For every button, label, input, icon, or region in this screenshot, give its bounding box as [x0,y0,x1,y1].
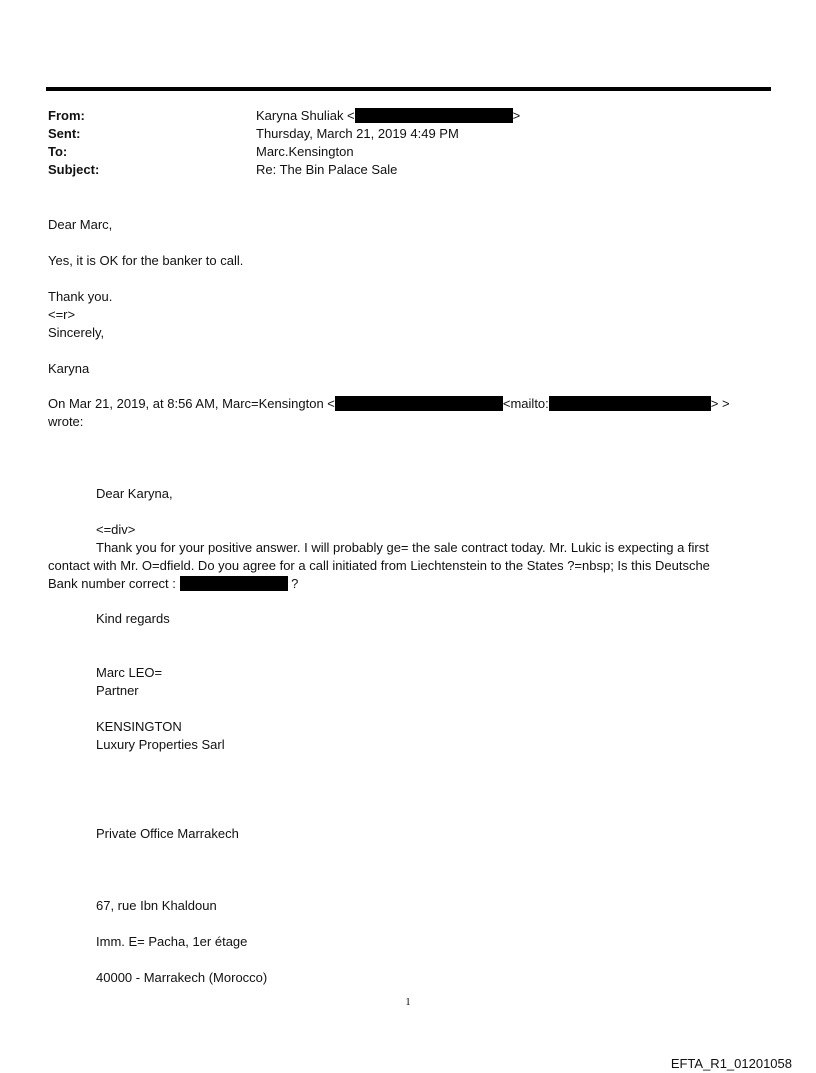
from-label: From: [48,108,85,123]
document-id: EFTA_R1_01201058 [670,1056,792,1071]
quote-header-text: On Mar 21, 2019, at 8:56 AM, Marc=Kensington < [48,396,335,411]
subject-label: Subject: [48,162,100,177]
reply-tag: <=r> [48,307,76,322]
header-rule [46,87,771,91]
quoted-body-line [48,539,748,557]
from-name: Karyna Shuliak < [256,108,355,123]
quoted-body-text: ? [291,576,299,591]
company-name: KENSINGTON [96,719,182,734]
quoted-body-text: Thank you for your positive answer. I will probably ge= the sale contract today. Mr. Lukic is expecting a first [96,540,709,555]
to-row [48,143,520,161]
sent-row [48,125,520,143]
reply-signature: Karyna [48,361,90,376]
from-close: > [512,108,521,123]
office-name: Private Office Marrakech [96,826,239,841]
reply-line: Yes, it is OK for the banker to call. [48,253,244,268]
quote-header-line [48,395,730,413]
from-value [256,107,520,125]
address-line: 67, rue Ibn Khaldoun [96,898,217,913]
quote-close-text: > > [710,396,730,411]
email-header [48,107,520,179]
quote-wrote: wrote: [48,414,84,429]
to-label: To: [48,144,68,159]
sig-name: Marc LEO= [96,665,163,680]
quote-mailto-text: <mailto: [502,396,549,411]
subject-value: Re: The Bin Palace Sale [256,162,398,177]
quoted-greeting: Dear Karyna, [96,486,173,501]
redaction-bar [355,108,513,123]
quoted-body-line: contact with Mr. O=dfield. Do you agree for a call initiated from Liechtenstein to the States ?=nbsp; Is this Deutsche [48,558,710,573]
page-number: 1 [405,996,411,1008]
quoted-regards: Kind regards [96,611,170,626]
address-line: 40000 - Marrakech (Morocco) [96,970,268,985]
from-row [48,107,520,125]
redaction-bar [180,576,288,591]
sent-value: Thursday, March 21, 2019 4:49 PM [256,126,459,141]
subject-row [48,161,520,179]
reply-greeting: Dear Marc, [48,217,113,232]
quoted-body [48,539,748,593]
address-line: Imm. E= Pacha, 1er étage [96,934,248,949]
company-subtitle: Luxury Properties Sarl [96,737,225,752]
reply-thanks: Thank you. [48,289,113,304]
redaction-bar [335,396,503,411]
quoted-body-line [48,575,748,593]
reply-sincerely: Sincerely, [48,325,105,340]
redaction-bar [549,396,711,411]
quoted-div-tag: <=div> [96,522,136,537]
to-value: Marc.Kensington [256,144,354,159]
sent-label: Sent: [48,126,81,141]
quoted-body-text: Bank number correct : [48,576,176,591]
sig-title: Partner [96,683,139,698]
